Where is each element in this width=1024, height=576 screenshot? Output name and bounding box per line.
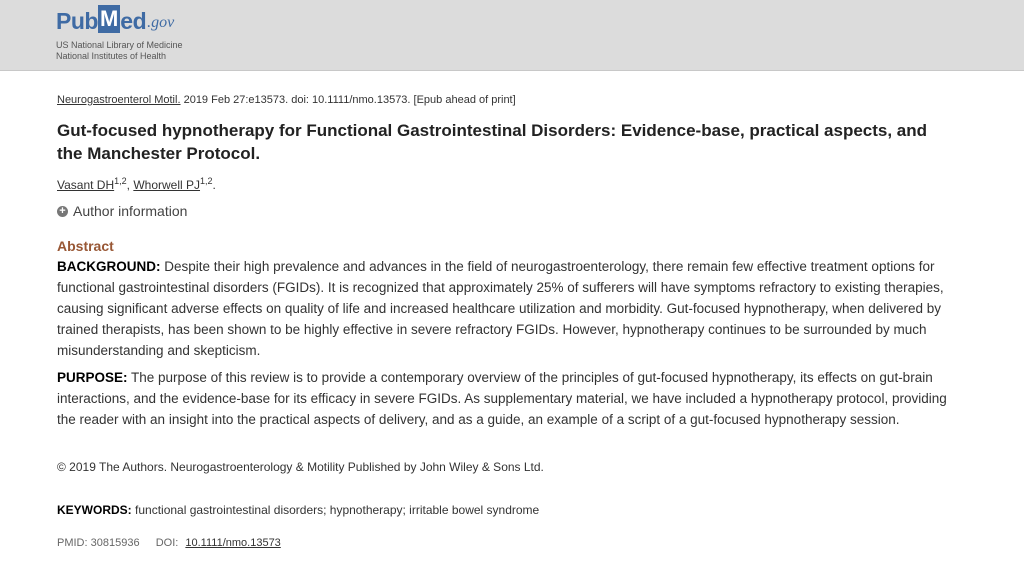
author-affiliation-sup: 1,2 xyxy=(114,176,127,186)
author-information-label: Author information xyxy=(73,203,188,219)
abstract-heading: Abstract xyxy=(57,238,114,254)
abstract-background xyxy=(57,256,962,361)
background-label: BACKGROUND: xyxy=(57,259,161,274)
author-information-toggle[interactable] xyxy=(57,203,187,219)
logo-m-block: M xyxy=(99,6,119,31)
nlm-line-1: US National Library of Medicine xyxy=(56,40,183,50)
site-header xyxy=(0,0,1024,71)
author-link-vasant[interactable]: Vasant DH xyxy=(57,178,115,192)
purpose-label: PURPOSE: xyxy=(57,370,128,385)
nlm-text xyxy=(56,40,183,62)
author-affiliation-sup: 1,2 xyxy=(200,176,213,186)
copyright-notice: © 2019 The Authors. Neurogastroenterology & Motility Published by John Wiley & Sons Ltd. xyxy=(57,460,544,474)
citation-details: 2019 Feb 27:e13573. doi: 10.1111/nmo.13573. [Epub ahead of print] xyxy=(183,94,516,106)
abstract-purpose xyxy=(57,367,962,430)
pmid-label: PMID: xyxy=(57,537,88,549)
identifier-line xyxy=(57,537,281,549)
author-link-whorwell[interactable]: Whorwell PJ xyxy=(133,178,201,192)
purpose-text: The purpose of this review is to provide a contemporary overview of the principles of gut-focused hypnotherapy, its effects on gut-brain interactions, and the evidence-base for its efficacy in severe FGIDs. As supplementary material, we have included a hypnotherapy protocol, providing the reader with an insight into the practical aspects of delivery, and as a guide, an example of a script of a gut-focused hypnotherapy session. xyxy=(57,370,947,427)
journal-link[interactable]: Neurogastroenterol Motil. xyxy=(57,94,181,106)
logo-gov-text: .gov xyxy=(147,14,175,31)
keywords-line xyxy=(57,503,539,517)
author-list: Vasant DH$^{1,2}$, Whorwell PJ$^{1,2}$. xyxy=(57,176,216,192)
logo-ed-text: ed xyxy=(120,8,147,34)
keywords-label: KEYWORDS: xyxy=(57,503,132,517)
citation-line xyxy=(57,94,516,106)
pmid-value: 30815936 xyxy=(90,537,140,549)
background-text: Despite their high prevalence and advances in the field of neurogastroenterology, there remain few effective treatment options for functional gastrointestinal disorders (FGIDs). It is recognized that approximately 25% of sufferers will have symptoms refractory to existing therapies, causing significant adverse effects on quality of life and increased healthcare utilization and morbidity. Gut-focused hypnotherapy, when delivered by trained therapists, has been shown to be highly effective in severe refractory FGIDs. However, hypnotherapy continues to be surrounded by much misunderstanding and skepticism. xyxy=(57,259,944,358)
nlm-line-2: National Institutes of Health xyxy=(56,51,167,61)
article-title: Gut-focused hypnotherapy for Functional Gastrointestinal Disorders: Evidence-base, practical aspects, and the Manchester Protocol. xyxy=(57,121,928,163)
pubmed-logo[interactable] xyxy=(56,7,174,37)
doi-link[interactable]: 10.1111/nmo.13573 xyxy=(185,537,281,549)
keywords-text: functional gastrointestinal disorders; hypnotherapy; irritable bowel syndrome xyxy=(135,503,540,517)
logo-pub-text: Pub xyxy=(56,8,98,34)
doi-label: DOI: xyxy=(155,537,179,549)
expand-plus-icon: + xyxy=(57,206,68,217)
